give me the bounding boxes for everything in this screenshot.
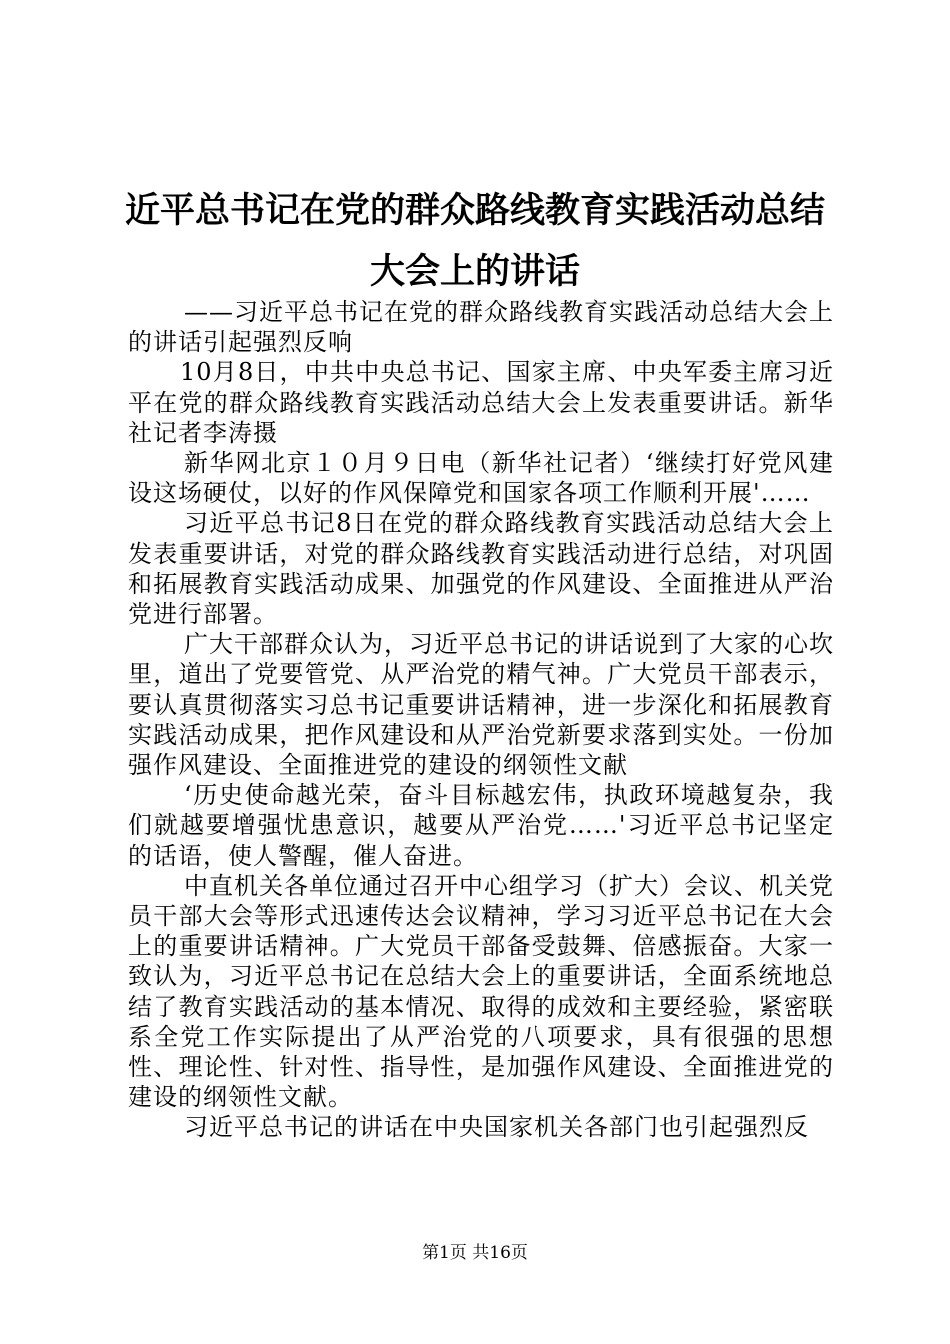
paragraph-quote: ‘历史使命越光荣，奋斗目标越宏伟，执政环境越复杂，我们就越要增强忧患意识，越要从严治党……'习近平总书记坚定的话语，使人警醒，催人奋进。 xyxy=(128,781,834,870)
paragraph-subtitle: ——习近平总书记在党的群众路线教育实践活动总结大会上的讲话引起强烈反响 xyxy=(128,298,834,357)
paragraph-state-organs: 习近平总书记的讲话在中央国家机关各部门也引起强烈反 xyxy=(184,1113,809,1142)
paragraph-central-organs: 中直机关各单位通过召开中心组学习（扩大）会议、机关党员干部大会等形式迅速传达会议精神，学习习近平总书记在大会上的重要讲话精神。广大党员干部备受鼓舞、倍感振奋。大家一致认为，习近平总书记在总结大会上的重要讲话，全面系统地总结了教育实践活动的基本情况、取得的成效和主要经验，紧密联系全党工作实际提出了从严治党的八项要求，具有很强的思想性、理论性、针对性、指导性，是加强作风建设、全面推进党的建设的纲领性文献。 xyxy=(128,871,834,1112)
document-title-line-1: 近平总书记在党的群众路线教育实践活动总结 xyxy=(124,190,825,231)
document-title-line-2: 大会上的讲话 xyxy=(369,251,580,292)
paragraph-photo-caption: 10月8日，中共中央总书记、国家主席、中央军委主席习近平在党的群众路线教育实践活动总结大会上发表重要讲话。新华社记者李涛摄 xyxy=(128,358,834,447)
document-body xyxy=(128,297,834,1143)
page-number-footer: 第1页 共16页 xyxy=(422,1243,528,1263)
paragraph-cadre-response: 广大干部群众认为，习近平总书记的讲话说到了大家的心坎里，道出了党要管党、从严治党的精气神。广大党员干部表示，要认真贯彻落实习总书记重要讲话精神，进一步深化和拓展教育实践活动成果，把作风建设和从严治党新要求落到实处。一份加强作风建设、全面推进党的建设的纲领性文献 xyxy=(128,630,834,780)
paragraph-dateline: 新华网北京１０月９日电（新华社记者）‘继续打好党风建设这场硬仗，以好的作风保障党和国家各项工作顺利开展'…… xyxy=(128,449,834,508)
paragraph-speech-summary: 习近平总书记8日在党的群众路线教育实践活动总结大会上发表重要讲话，对党的群众路线教育实践活动进行总结，对巩固和拓展教育实践活动成果、加强党的作风建设、全面推进从严治党进行部署。 xyxy=(128,509,834,629)
